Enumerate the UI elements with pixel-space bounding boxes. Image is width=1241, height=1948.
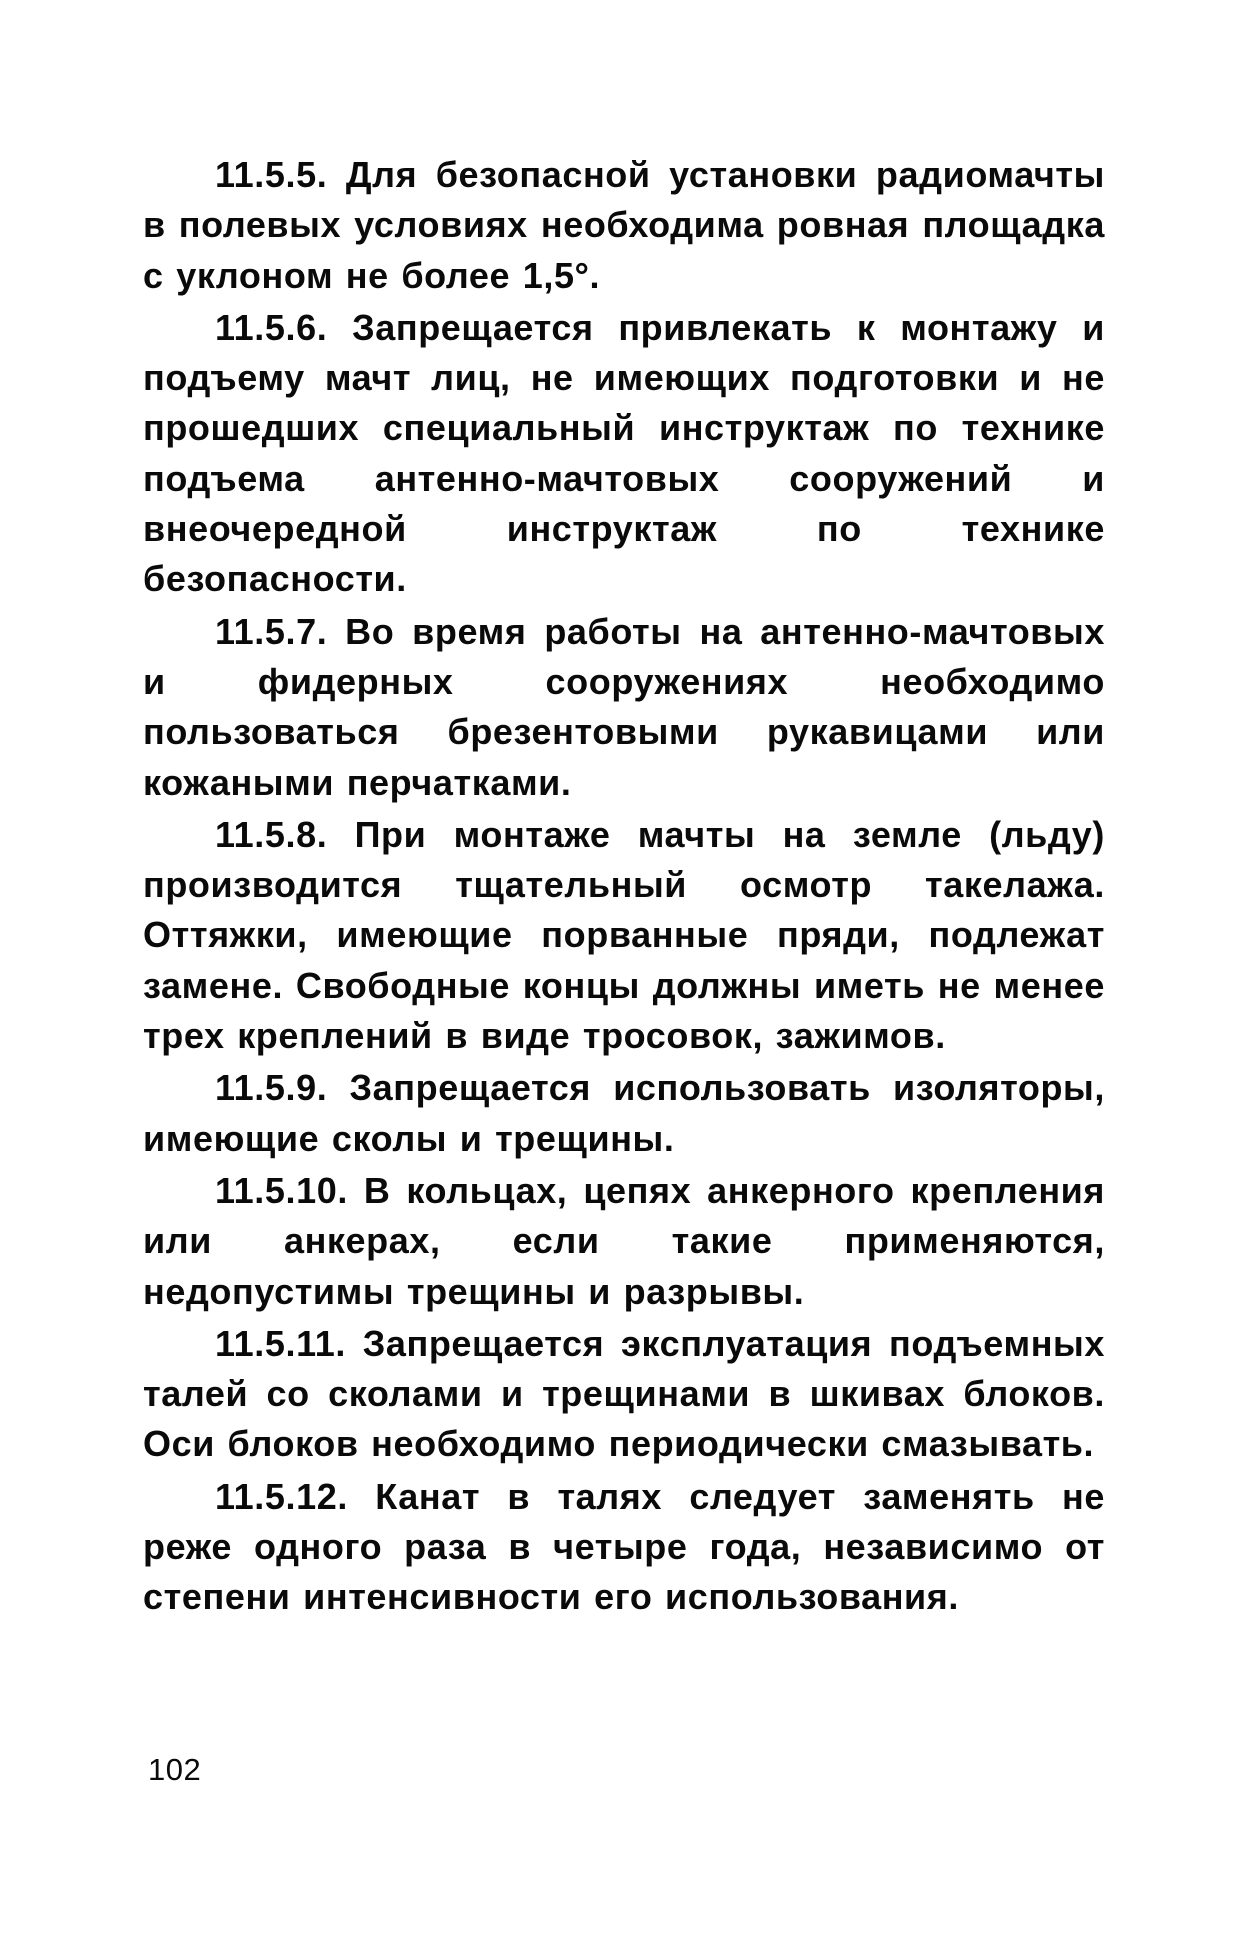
paragraph-11-5-9: 11.5.9. Запрещается использовать изоляторы, имеющие сколы и трещины. — [143, 1067, 1105, 1159]
paragraph-11-5-12: 11.5.12. Канат в талях следует заменять не реже одного раза в четыре года, независимо от степени интенсивности его использования. — [143, 1475, 1105, 1618]
page-body-text — [143, 150, 1105, 1625]
paragraph-11-5-8: 11.5.8. При монтаже мачты на земле (льду) производится тщательный осмотр такелажа. Оттяжки, имеющие порванные пряди, подлежат замене. Свободные концы должны иметь не менее трех креплений в виде тросовок, зажимов. — [143, 813, 1105, 1057]
paragraph-11-5-10: 11.5.10. В кольцах, цепях анкерного крепления или анкерах, если такие применяются, недопустимы трещины и разрывы. — [143, 1169, 1105, 1312]
paragraph-11-5-7: 11.5.7. Во время работы на антенно-мачтовых и фидерных сооружениях необходимо пользоваться брезентовыми рукавицами или кожаными перчатками. — [143, 610, 1105, 803]
paragraph-11-5-6: 11.5.6. Запрещается привлекать к монтажу и подъему мачт лиц, не имеющих подготовки и не прошедших специальный инструктаж по технике подъема антенно-мачтовых сооружений и внеочередной инструктаж по технике безопасности. — [143, 306, 1105, 600]
paragraph-11-5-11: 11.5.11. Запрещается эксплуатация подъемных талей со сколами и трещинами в шкивах блоков. Оси блоков необходимо периодически смазывать. — [143, 1322, 1105, 1465]
paragraph-11-5-5: 11.5.5. Для безопасной установки радиомачты в полевых условиях необходима ровная площадка с уклоном не более 1,5°. — [143, 154, 1105, 296]
page-number: 102 — [148, 1752, 202, 1787]
